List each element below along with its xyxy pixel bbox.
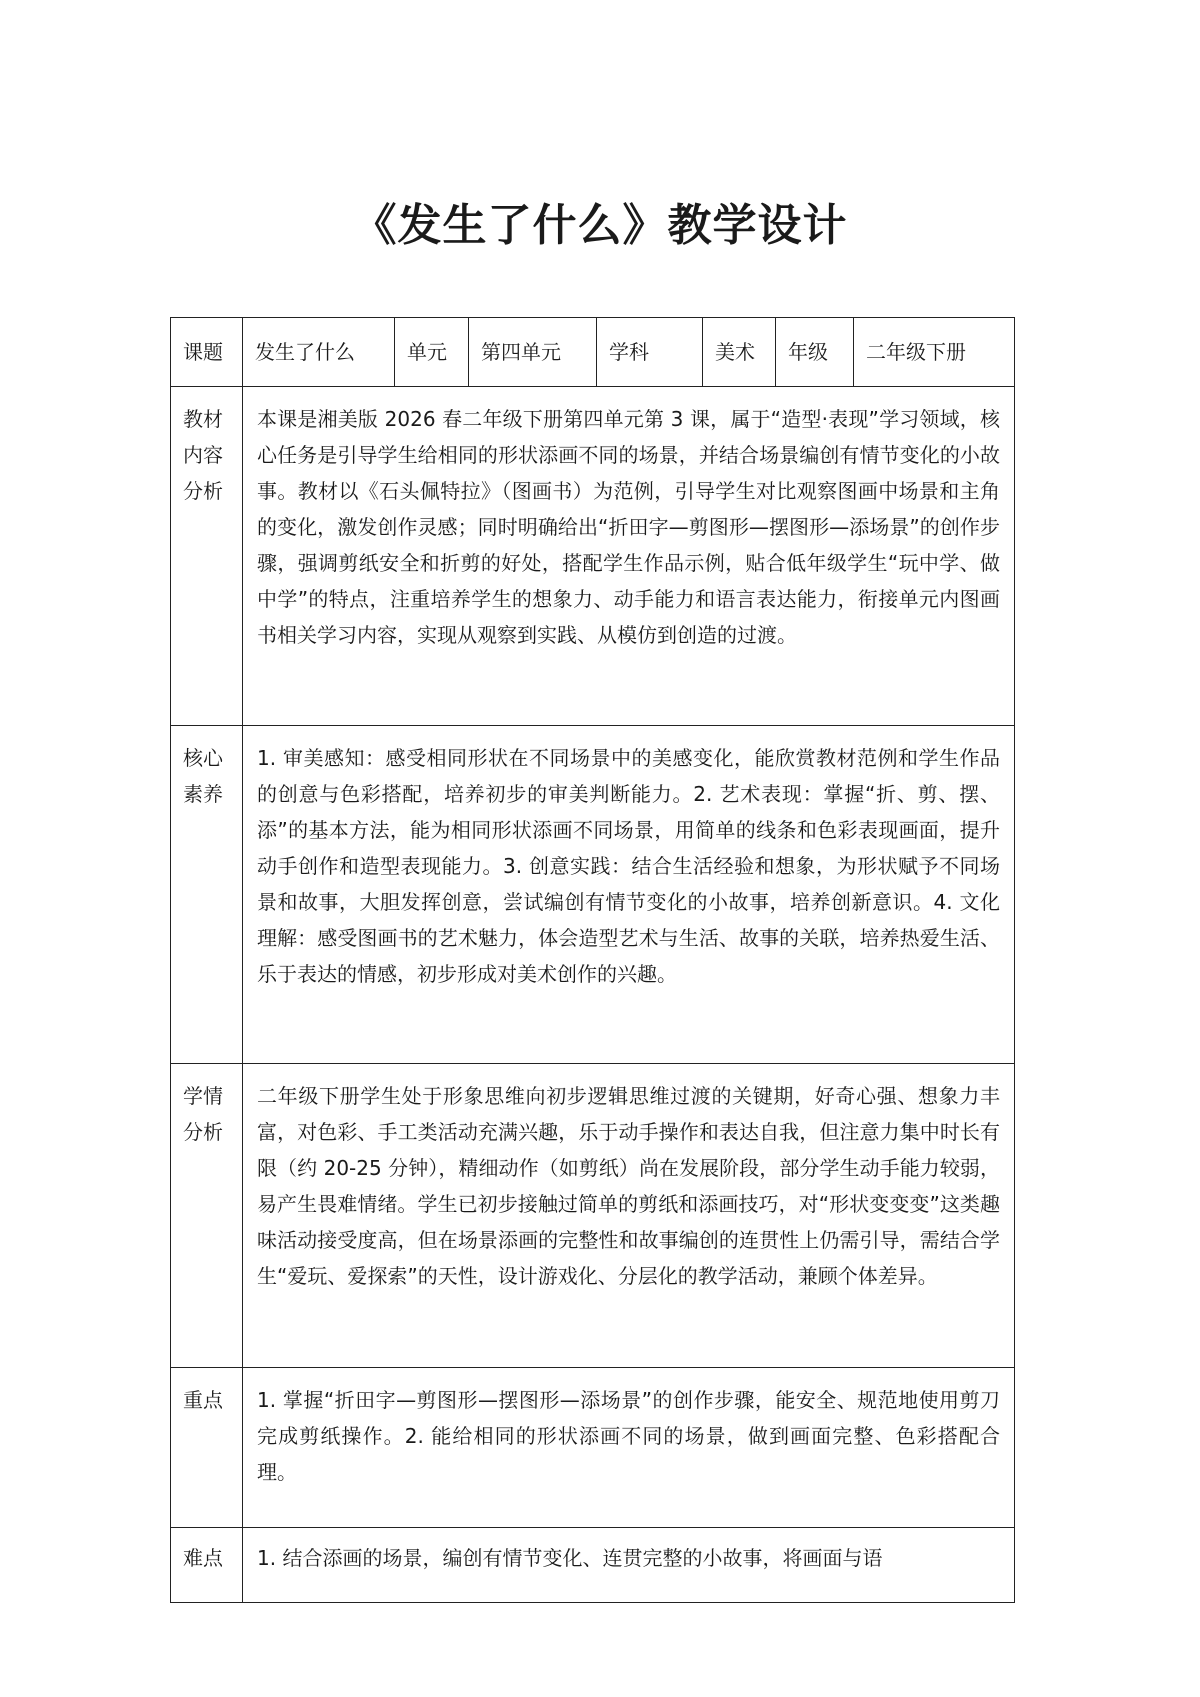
student-analysis-row: [171, 1064, 1015, 1368]
unit-value: 第四单元: [469, 318, 597, 387]
grade-label: 年级: [776, 318, 854, 387]
lesson-plan-table: [170, 317, 1015, 1603]
student-analysis-text: 二年级下册学生处于形象思维向初步逻辑思维过渡的关键期，好奇心强、想象力丰富，对色彩、手工类活动充满兴趣，乐于动手操作和表达自我，但注意力集中时长有限（约 20-25 分钟），精细动作（如剪纸）尚在发展阶段，部分学生动手能力较弱，易产生畏难情绪。学生已初步接触过简单的剪纸和添画技巧，对“形状变变变”这类趣味活动接受度高，但在场景添画的完整性和故事编创的连贯性上仍需引导，需结合学生“爱玩、爱探索”的天性，设计游戏化、分层化的教学活动，兼顾个体差异。: [243, 1064, 1015, 1368]
unit-label: 单元: [395, 318, 469, 387]
topic-value: 发生了什么: [243, 318, 395, 387]
core-literacy-row: [171, 726, 1015, 1064]
difficulties-row: [171, 1528, 1015, 1603]
page-title: 《发生了什么》教学设计: [352, 200, 848, 251]
key-points-row: [171, 1368, 1015, 1528]
core-literacy-text: 1. 审美感知：感受相同形状在不同场景中的美感变化，能欣赏教材范例和学生作品的创意与色彩搭配，培养初步的审美判断能力。2. 艺术表现：掌握“折、剪、摆、添”的基本方法，能为相同形状添画不同场景，用简单的线条和色彩表现画面，提升动手创作和造型表现能力。3. 创意实践：结合生活经验和想象，为形状赋予不同场景和故事，大胆发挥创意，尝试编创有情节变化的小故事，培养创新意识。4. 文化理解：感受图画书的艺术魅力，体会造型艺术与生活、故事的关联，培养热爱生活、乐于表达的情感，初步形成对美术创作的兴趣。: [243, 726, 1015, 1064]
key-points-text: 1. 掌握“折田字—剪图形—摆图形—添场景”的创作步骤，能安全、规范地使用剪刀完成剪纸操作。2. 能给相同的形状添画不同的场景，做到画面完整、色彩搭配合理。: [243, 1368, 1015, 1528]
topic-label: 课题: [171, 318, 243, 387]
student-analysis-label: 学情分析: [171, 1064, 243, 1368]
difficulties-label: 难点: [171, 1528, 243, 1603]
subject-label: 学科: [597, 318, 703, 387]
textbook-analysis-row: [171, 387, 1015, 726]
textbook-analysis-label: 教材内容分析: [171, 387, 243, 726]
difficulties-text: 1. 结合添画的场景，编创有情节变化、连贯完整的小故事，将画面与语: [243, 1528, 1015, 1603]
key-points-label: 重点: [171, 1368, 243, 1528]
header-row: [171, 318, 1015, 387]
grade-value: 二年级下册: [854, 318, 1015, 387]
textbook-analysis-text: 本课是湘美版 2026 春二年级下册第四单元第 3 课，属于“造型·表现”学习领域，核心任务是引导学生给相同的形状添画不同的场景，并结合场景编创有情节变化的小故事。教材以《石头佩特拉》（图画书）为范例，引导学生对比观察图画中场景和主角的变化，激发创作灵感；同时明确给出“折田字—剪图形—摆图形—添场景”的创作步骤，强调剪纸安全和折剪的好处，搭配学生作品示例，贴合低年级学生“玩中学、做中学”的特点，注重培养学生的想象力、动手能力和语言表达能力，衔接单元内图画书相关学习内容，实现从观察到实践、从模仿到创造的过渡。: [243, 387, 1015, 726]
core-literacy-label: 核心素养: [171, 726, 243, 1064]
subject-value: 美术: [703, 318, 776, 387]
